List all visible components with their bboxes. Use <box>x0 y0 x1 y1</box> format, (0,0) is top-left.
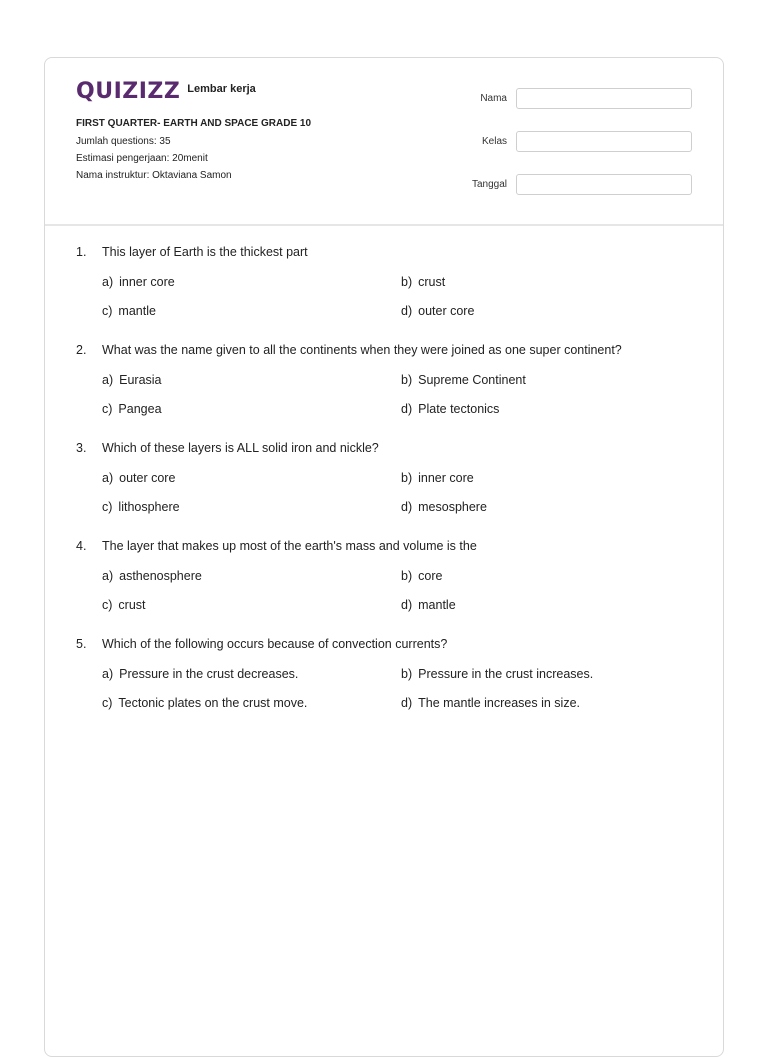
option-letter: c) <box>102 500 113 514</box>
question-item <box>76 244 696 319</box>
option-text: inner core <box>418 471 474 485</box>
question-text-row <box>76 440 696 456</box>
question-number: 2. <box>76 343 87 357</box>
question-text: The layer that makes up most of the earth's mass and volume is the <box>102 539 477 553</box>
answer-option[interactable] <box>401 372 701 388</box>
option-letter: a) <box>102 667 114 681</box>
worksheet-title: FIRST QUARTER- EARTH AND SPACE GRADE 10 <box>76 118 312 129</box>
answer-option[interactable] <box>401 274 701 290</box>
answer-option[interactable] <box>102 401 401 417</box>
option-letter: b) <box>401 667 413 681</box>
questions-count: Jumlah questions: 35 <box>76 136 171 147</box>
option-letter: d) <box>401 500 413 514</box>
option-text: asthenosphere <box>119 569 202 583</box>
option-text: mesosphere <box>418 500 487 514</box>
answer-option[interactable] <box>102 303 401 319</box>
option-letter: d) <box>401 402 413 416</box>
answer-option[interactable] <box>102 372 401 388</box>
question-text-row <box>76 244 696 260</box>
option-text: crust <box>418 275 446 289</box>
option-letter: c) <box>102 402 113 416</box>
class-input[interactable] <box>516 131 692 152</box>
option-letter: a) <box>102 275 114 289</box>
question-item <box>76 538 696 613</box>
option-letter: c) <box>102 696 113 710</box>
class-field-row <box>457 131 692 152</box>
answer-options <box>102 372 696 417</box>
answer-option[interactable] <box>102 666 401 682</box>
option-letter: d) <box>401 696 413 710</box>
option-text: Tectonic plates on the crust move. <box>118 696 308 710</box>
option-text: Plate tectonics <box>418 402 500 416</box>
question-item <box>76 342 696 417</box>
question-text: This layer of Earth is the thickest part <box>102 245 308 259</box>
answer-option[interactable] <box>401 470 701 486</box>
option-letter: b) <box>401 275 413 289</box>
option-letter: b) <box>401 471 413 485</box>
name-input[interactable] <box>516 88 692 109</box>
answer-option[interactable] <box>401 597 701 613</box>
option-letter: a) <box>102 471 114 485</box>
class-label: Kelas <box>481 136 507 147</box>
option-text: inner core <box>119 275 175 289</box>
option-letter: b) <box>401 569 413 583</box>
answer-options <box>102 666 696 711</box>
answer-option[interactable] <box>401 568 701 584</box>
option-letter: a) <box>102 569 114 583</box>
option-text: lithosphere <box>118 500 180 514</box>
worksheet-page <box>44 57 724 1057</box>
answer-options <box>102 274 696 319</box>
answer-option[interactable] <box>401 666 701 682</box>
option-text: The mantle increases in size. <box>418 696 581 710</box>
option-letter: d) <box>401 598 413 612</box>
name-field-row <box>457 88 692 109</box>
date-input[interactable] <box>516 174 692 195</box>
option-text: mantle <box>418 598 456 612</box>
answer-options <box>102 470 696 515</box>
option-text: crust <box>118 598 146 612</box>
estimated-duration: Estimasi pengerjaan: 20menit <box>76 153 208 164</box>
worksheet-meta <box>76 116 316 182</box>
option-text: Pressure in the crust decreases. <box>119 667 299 681</box>
question-item <box>76 636 696 711</box>
answer-option[interactable] <box>102 470 401 486</box>
option-text: Eurasia <box>119 373 162 387</box>
worksheet-label: Lembar kerja <box>187 83 256 95</box>
question-text-row <box>76 636 696 652</box>
option-letter: c) <box>102 598 113 612</box>
answer-option[interactable] <box>401 695 701 711</box>
option-text: core <box>418 569 443 583</box>
question-number: 5. <box>76 637 87 651</box>
question-list <box>76 244 696 734</box>
question-text: Which of the following occurs because of convection currents? <box>102 637 448 651</box>
option-text: Supreme Continent <box>418 373 526 387</box>
question-text: Which of these layers is ALL solid iron and nickle? <box>102 441 379 455</box>
option-text: Pangea <box>118 402 162 416</box>
date-label: Tanggal <box>471 179 507 190</box>
answer-option[interactable] <box>102 695 401 711</box>
option-text: outer core <box>418 304 475 318</box>
question-text: What was the name given to all the continents when they were joined as one super continent? <box>102 343 622 357</box>
option-letter: b) <box>401 373 413 387</box>
option-text: mantle <box>118 304 156 318</box>
answer-option[interactable] <box>102 499 401 515</box>
answer-option[interactable] <box>102 568 401 584</box>
worksheet-header <box>45 58 723 226</box>
option-text: Pressure in the crust increases. <box>418 667 594 681</box>
question-text-row <box>76 342 696 358</box>
answer-option[interactable] <box>102 274 401 290</box>
date-field-row <box>457 174 692 195</box>
question-item <box>76 440 696 515</box>
question-number: 3. <box>76 441 87 455</box>
instructor-name: Nama instruktur: Oktaviana Samon <box>76 170 232 181</box>
answer-option[interactable] <box>401 401 701 417</box>
quizizz-logo: QUIZIZZ <box>76 79 181 104</box>
brand <box>76 79 256 105</box>
option-text: outer core <box>119 471 176 485</box>
answer-option[interactable] <box>401 303 701 319</box>
question-number: 4. <box>76 539 87 553</box>
option-letter: d) <box>401 304 413 318</box>
option-letter: c) <box>102 304 113 318</box>
answer-option[interactable] <box>401 499 701 515</box>
question-text-row <box>76 538 696 554</box>
answer-option[interactable] <box>102 597 401 613</box>
answer-options <box>102 568 696 613</box>
question-number: 1. <box>76 245 87 259</box>
option-letter: a) <box>102 373 114 387</box>
name-label: Nama <box>480 93 507 104</box>
